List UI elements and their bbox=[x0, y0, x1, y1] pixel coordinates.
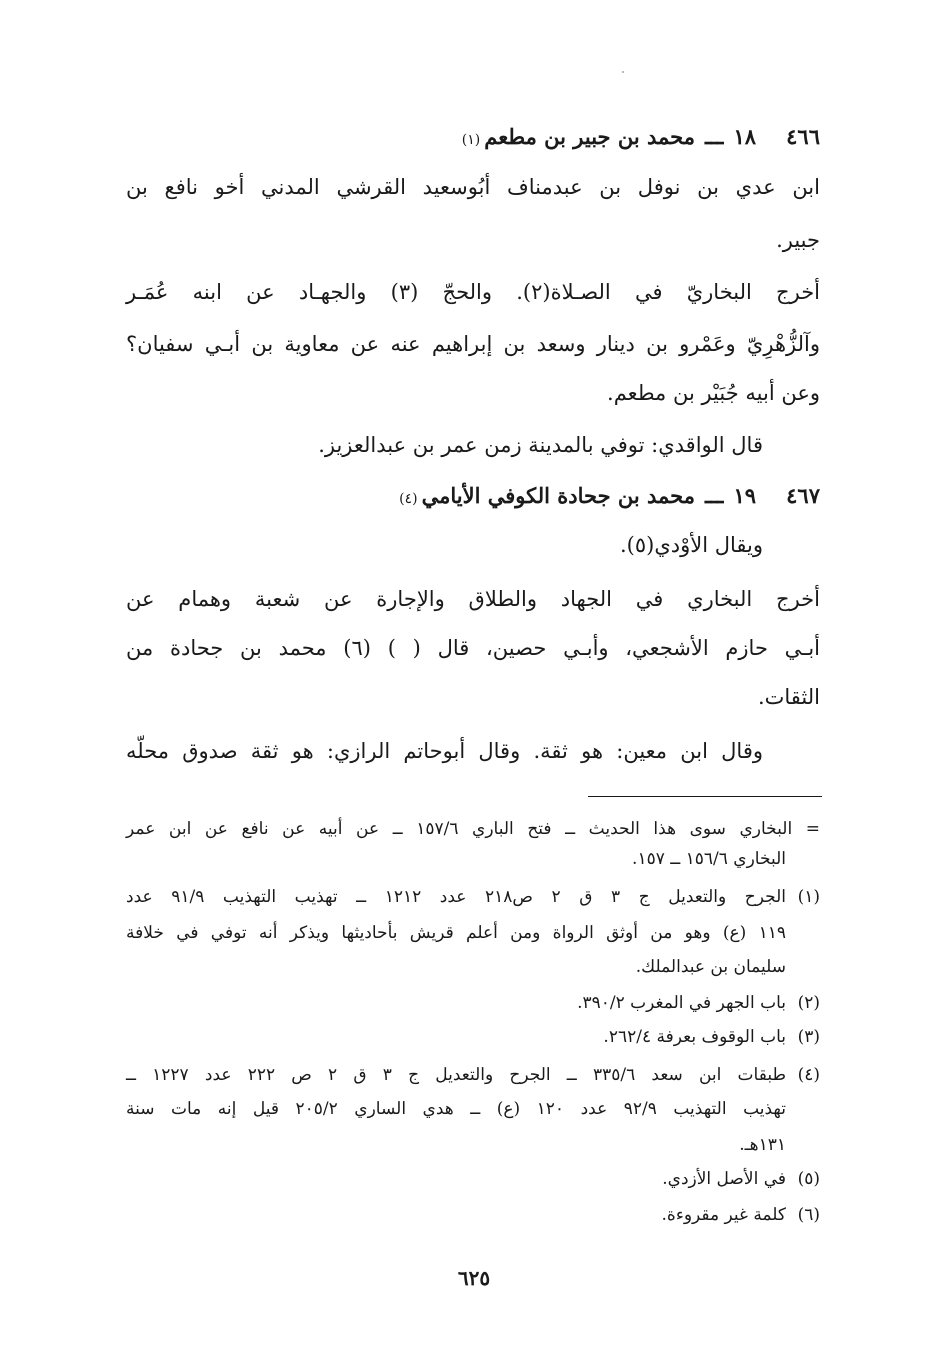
footnote-3 bbox=[126, 1024, 820, 1050]
footnote-continued-line: = البخاري سوى هذا الحديث ــ فتح الباري ١٥٧/٦ ــ عن أبيه عن نافع عن ابن عمر bbox=[126, 819, 820, 839]
entry-name: محمد بن جبير بن مطعم bbox=[484, 124, 695, 149]
footnote-text: الجرح والتعديل ج ٣ ق ٢ ص٢١٨ عدد ١٢١٢ ــ تهذيب التهذيب ٩١/٩ عدد bbox=[126, 887, 786, 907]
footnote-4-line: ١٣١هـ. bbox=[739, 1135, 786, 1155]
footnote-number: (٦) bbox=[797, 1205, 820, 1225]
footnote-1-line: سليمان بن عبدالملك. bbox=[635, 957, 786, 977]
footnote-ref: (١) bbox=[461, 132, 481, 148]
footnote-4 bbox=[126, 1062, 820, 1088]
entry-local-number: ١٩ bbox=[733, 483, 756, 508]
footnote-text: طبقات ابن سعد ٣٣٥/٦ ــ الجرح والتعديل ج ٣ ق ٢ ص ٢٢٢ عدد ١٢٢٧ ــ bbox=[126, 1065, 787, 1085]
footnote-text: باب الجهر في المغرب ٣٩٠/٢. bbox=[577, 993, 786, 1013]
footnote-text: كلمة غير مقروءة. bbox=[661, 1205, 786, 1225]
footnote-6 bbox=[126, 1202, 820, 1228]
footnote-number: (٥) bbox=[797, 1169, 820, 1189]
paragraph-line: الثقات. bbox=[757, 685, 820, 709]
entry-name: محمد بن جحادة الكوفي الأيامي bbox=[421, 483, 695, 508]
paragraph-line: وعن أبيه جُبَيْر بن مطعم. bbox=[607, 381, 820, 405]
entry-dash: ـــ bbox=[704, 124, 724, 149]
entry-dash: ـــ bbox=[704, 483, 724, 508]
paragraph-line: وآلزُّهْرِيّ وعَمْرو بن دينار وسعد بن إبراهيم عنه عن معاوية بن أبـي سفيان؟ bbox=[126, 332, 820, 356]
footnote-divider bbox=[588, 796, 822, 797]
page-number: ٦٢٥ bbox=[457, 1266, 491, 1290]
footnote-text: البخاري ١٥٦/٦ ــ ١٥٧. bbox=[632, 849, 786, 869]
bio-line: جبير. bbox=[776, 228, 820, 252]
footnote-number: (٤) bbox=[797, 1065, 821, 1085]
footnote-number: (٢) bbox=[797, 993, 820, 1013]
entry-heading-467 bbox=[399, 481, 820, 514]
paragraph-line: قال الواقدي: توفي بالمدينة زمن عمر بن عبدالعزيز. bbox=[318, 433, 763, 457]
footnote-text: في الأصل الأزدي. bbox=[662, 1169, 786, 1189]
footnote-5 bbox=[126, 1166, 820, 1192]
bio-line: ابن عدي بن نوفل بن عبدمناف أبُوسعيد القرشي المدني أخو نافع بن bbox=[126, 175, 820, 199]
entry-global-number: ٤٦٧ bbox=[786, 483, 820, 508]
footnote-number: (٣) bbox=[797, 1027, 820, 1047]
paragraph-line: أخرج البخاريّ في الصـلاة(٢). والحجّ (٣) والجهـاد عن ابنه عُمَـر bbox=[126, 280, 821, 304]
paragraph-line: أخرج البخاري في الجهاد والطلاق والإجارة عن شعبة وهمام عن bbox=[126, 587, 820, 611]
speck bbox=[622, 71, 624, 73]
entry-global-number: ٤٦٦ bbox=[786, 124, 820, 149]
entry-heading-466 bbox=[462, 122, 820, 155]
entry-local-number: ١٨ bbox=[733, 124, 756, 149]
footnote-number: (١) bbox=[797, 887, 820, 907]
footnote-4-line: تهذيب التهذيب ٩٢/٩ عدد ١٢٠ (ع) ــ هدي الساري ٢٠٥/٢ قيل إنه مات سنة bbox=[126, 1099, 786, 1119]
footnote-continued-line bbox=[126, 846, 820, 872]
footnote-2 bbox=[126, 990, 820, 1016]
paragraph-line: أبـي حازم الأشجعي، وأبـي حصين، قال ( ) (٦) محمد بن جحادة من bbox=[126, 636, 821, 660]
paragraph-line: وقال ابن معين: هو ثقة. وقال أبوحاتم الرازي: هو ثقة صدوق محلّه bbox=[126, 739, 763, 763]
footnote-1 bbox=[126, 884, 820, 910]
bio-line: ويقال الأوْدي(٥). bbox=[619, 533, 763, 557]
footnote-1-line: ١١٩ (ع) وهو من أوثق الرواة ومن أعلم قريش بأحاديثها ويذكر أنه توفي في خلافة bbox=[126, 923, 786, 943]
footnote-ref: (٤) bbox=[399, 491, 418, 507]
footnote-text: باب الوقوف بعرفة ٢٦٢/٤. bbox=[603, 1027, 786, 1047]
